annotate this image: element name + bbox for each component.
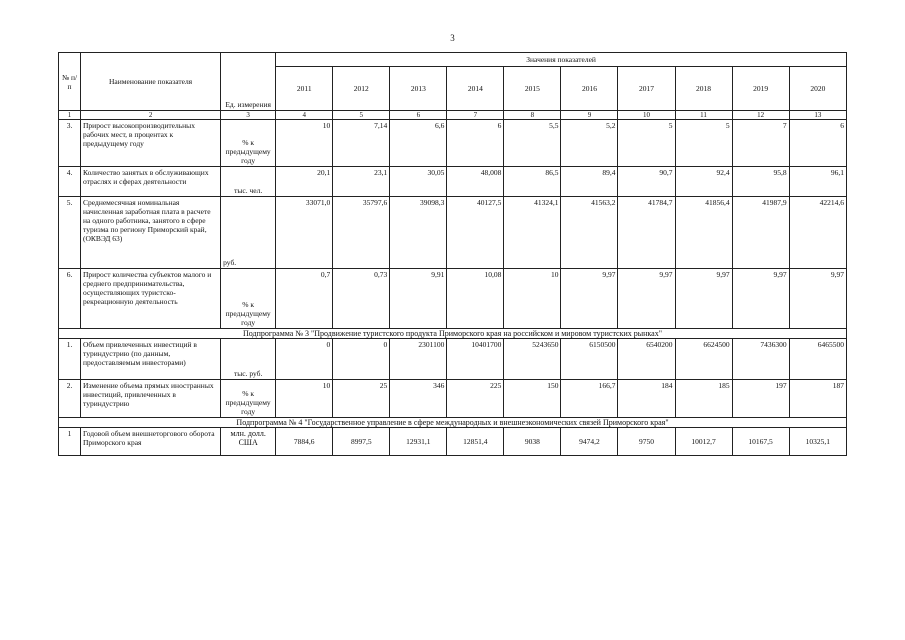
subprogram-4-title: Подпрограмма № 4 "Государственное управление в сфере международных и внешнеэкономических связей Приморского края" [59,418,847,428]
row-value: 9,97 [789,269,846,329]
row-name: Количество занятых в обслуживающих отраслях и сферах деятельности [81,167,221,197]
table-row [59,167,847,197]
row-value: 2301100 [390,339,447,380]
column-number: 7 [447,111,504,120]
table-row [59,339,847,380]
row-value: 41784,7 [618,197,675,269]
header-name: Наименование показателя [81,53,221,111]
row-value: 7,14 [333,120,390,167]
row-name: Среднемесячная номинальная начисленная заработная плата в расчете на одного работника, занятого в сфере туризма по региону Приморский край, (ОКВЭД 63) [81,197,221,269]
year-header: 2018 [675,67,732,111]
row-value: 150 [504,380,561,418]
row-num: 1. [59,339,81,380]
row-value: 7436300 [732,339,789,380]
header-num: № п/п [59,53,81,111]
row-value: 41856,4 [675,197,732,269]
table-row [59,428,847,456]
row-value: 12851,4 [447,428,504,456]
page-number: 3 [450,33,455,43]
row-value: 7 [732,120,789,167]
row-unit: млн. долл. США [221,428,276,456]
row-value: 9038 [504,428,561,456]
row-unit: тыс. руб. [221,339,276,380]
subprogram-3-title: Подпрограмма № 3 "Продвижение туристского продукта Приморского края на российском и мировом туристских рынках" [59,329,847,339]
row-name: Годовой объем внешнеторгового оборота Приморского края [81,428,221,456]
row-value: 30,05 [390,167,447,197]
row-unit: тыс. чел. [221,167,276,197]
row-value: 6150500 [561,339,618,380]
row-num: 4. [59,167,81,197]
year-header: 2012 [333,67,390,111]
column-number: 3 [221,111,276,120]
row-value: 41324,1 [504,197,561,269]
year-header: 2019 [732,67,789,111]
row-value: 187 [789,380,846,418]
row-value: 9,91 [390,269,447,329]
year-header: 2014 [447,67,504,111]
row-value: 9,97 [561,269,618,329]
row-unit: % к предыдущему году [221,120,276,167]
row-value: 10 [504,269,561,329]
row-value: 86,5 [504,167,561,197]
row-value: 0,7 [276,269,333,329]
row-value: 0,73 [333,269,390,329]
row-value: 10167,5 [732,428,789,456]
row-num: 6. [59,269,81,329]
table-row [59,269,847,329]
table-row [59,380,847,418]
row-num: 1 [59,428,81,456]
table-row [59,120,847,167]
row-value: 35797,6 [333,197,390,269]
header-unit: Ед. измерения [221,53,276,111]
row-name: Прирост количества субъектов малого и среднего предпринимательства, осуществляющих туристско-рекреационную деятельность [81,269,221,329]
row-value: 41563,2 [561,197,618,269]
row-value: 89,4 [561,167,618,197]
row-unit: % к предыдущему году [221,269,276,329]
year-header: 2020 [789,67,846,111]
column-number: 10 [618,111,675,120]
row-value: 41987,9 [732,197,789,269]
row-value: 184 [618,380,675,418]
year-header: 2015 [504,67,561,111]
column-number: 11 [675,111,732,120]
row-value: 8997,5 [333,428,390,456]
row-value: 5 [618,120,675,167]
column-number: 6 [390,111,447,120]
row-value: 9,97 [732,269,789,329]
row-value: 10 [276,380,333,418]
row-value: 9,97 [675,269,732,329]
row-value: 90,7 [618,167,675,197]
column-number: 4 [276,111,333,120]
row-value: 10012,7 [675,428,732,456]
row-value: 225 [447,380,504,418]
year-header: 2011 [276,67,333,111]
row-value: 33071,0 [276,197,333,269]
row-num: 5. [59,197,81,269]
year-header: 2017 [618,67,675,111]
row-value: 6 [447,120,504,167]
row-value: 6540200 [618,339,675,380]
column-number: 2 [81,111,221,120]
row-value: 10 [276,120,333,167]
column-number: 8 [504,111,561,120]
row-value: 25 [333,380,390,418]
row-value: 6624500 [675,339,732,380]
table-row [59,197,847,269]
column-number: 13 [789,111,846,120]
row-value: 10401700 [447,339,504,380]
row-value: 185 [675,380,732,418]
row-value: 0 [276,339,333,380]
column-number-row [59,111,847,120]
row-value: 10325,1 [789,428,846,456]
row-value: 40127,5 [447,197,504,269]
row-value: 48,008 [447,167,504,197]
year-header: 2016 [561,67,618,111]
row-value: 6,6 [390,120,447,167]
row-num: 2. [59,380,81,418]
row-value: 5 [675,120,732,167]
column-number: 9 [561,111,618,120]
row-value: 20,1 [276,167,333,197]
row-unit: % к предыдущему году [221,380,276,418]
row-value: 5243650 [504,339,561,380]
row-value: 197 [732,380,789,418]
row-value: 7884,6 [276,428,333,456]
row-value: 346 [390,380,447,418]
header-values: Значения показателей [276,53,847,67]
row-name: Объем привлеченных инвестиций в туриндустрию (по данным, предоставляемым инвесторами) [81,339,221,380]
row-name: Изменение объема прямых иностранных инвестиций, привлеченных в туриндустрию [81,380,221,418]
year-header: 2013 [390,67,447,111]
row-value: 9474,2 [561,428,618,456]
row-value: 6465500 [789,339,846,380]
row-unit: руб. [221,197,276,269]
row-value: 0 [333,339,390,380]
row-value: 95,8 [732,167,789,197]
row-value: 5,5 [504,120,561,167]
row-value: 12931,1 [390,428,447,456]
row-value: 10,08 [447,269,504,329]
row-value: 9750 [618,428,675,456]
row-value: 39098,3 [390,197,447,269]
column-number: 1 [59,111,81,120]
row-name: Прирост высокопроизводительных рабочих мест, в процентах к предыдущему году [81,120,221,167]
row-value: 96,1 [789,167,846,197]
row-value: 42214,6 [789,197,846,269]
row-value: 5,2 [561,120,618,167]
indicators-table [58,52,847,456]
column-number: 5 [333,111,390,120]
column-number: 12 [732,111,789,120]
row-value: 166,7 [561,380,618,418]
row-value: 92,4 [675,167,732,197]
row-value: 23,1 [333,167,390,197]
row-num: 3. [59,120,81,167]
row-value: 6 [789,120,846,167]
row-value: 9,97 [618,269,675,329]
